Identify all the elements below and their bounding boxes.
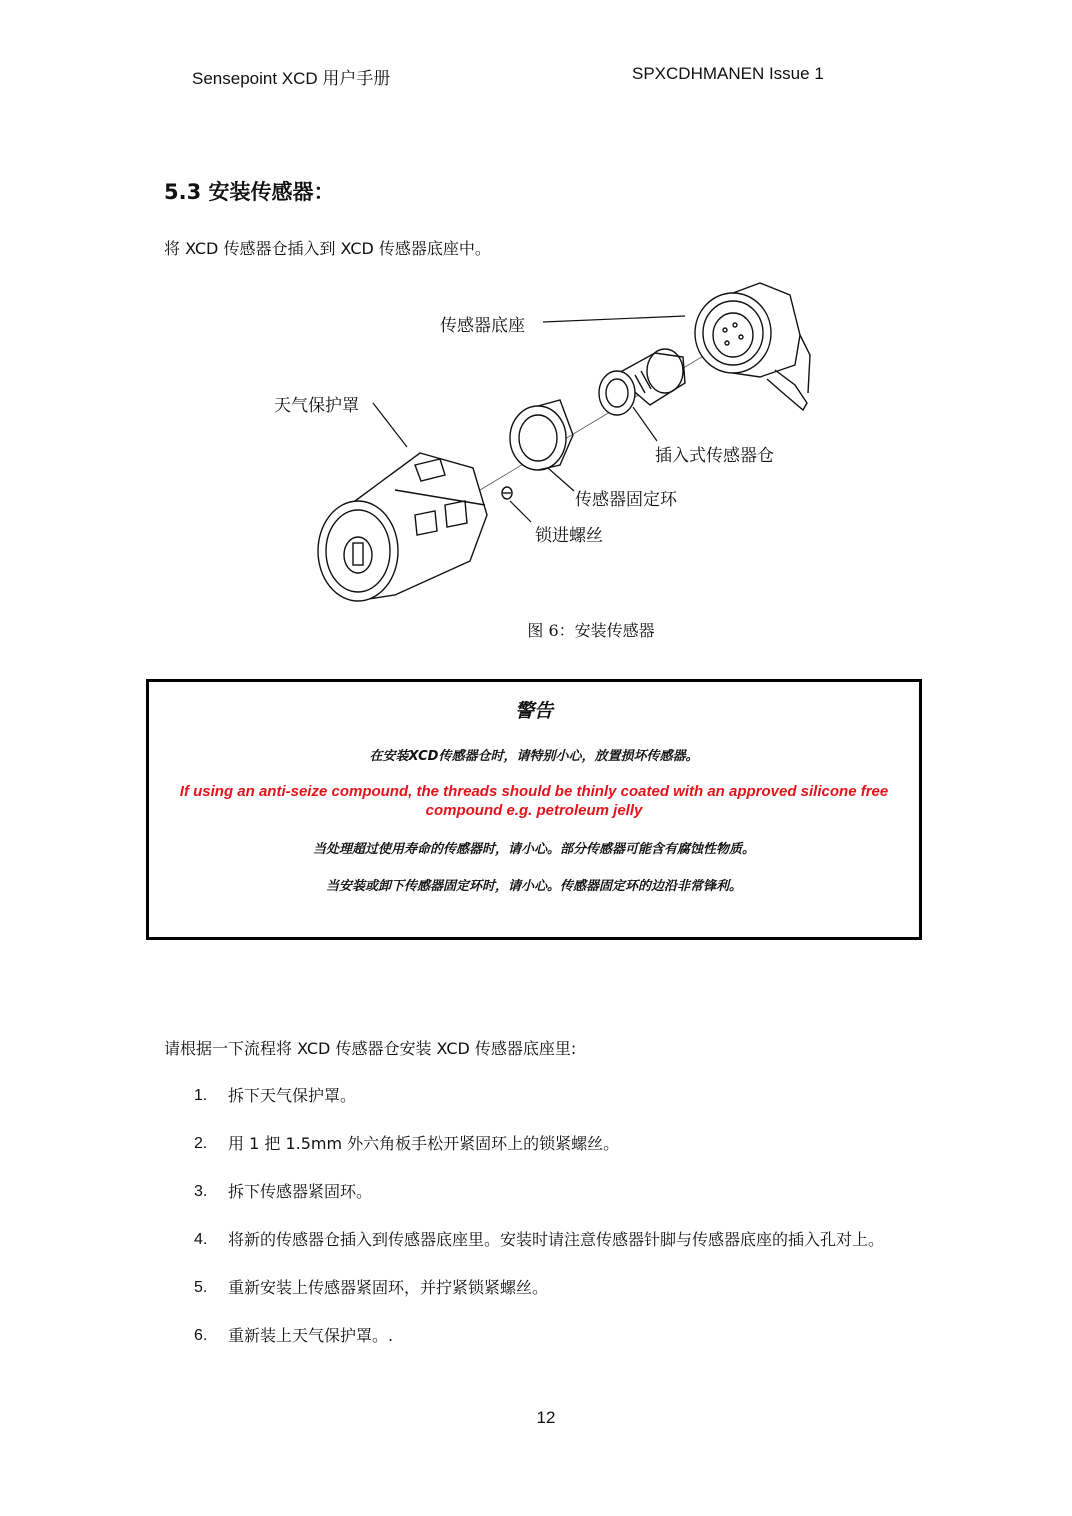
section-intro: 将 XCD 传感器仓插入到 XCD 传感器底座中。: [164, 239, 491, 258]
procedure-step: [194, 1228, 934, 1252]
procedure-steps: [194, 1084, 934, 1372]
warning-line-sharp-ring: 当安装或卸下传感器固定环时，请小心。传感器固定环的边沿非常锋利。: [325, 879, 742, 894]
step-number: 2.: [194, 1135, 208, 1152]
step-number: 6.: [194, 1327, 208, 1344]
step-text: 用 1 把 1.5mm 外六角板手松开紧固环上的锁紧螺丝。: [228, 1134, 620, 1153]
label-sensor-base: 传感器底座: [440, 316, 525, 336]
warning-line-anti-seize: If using an anti-seize compound, the threads should be thinly coated with an approved silicone free compound e.g. petroleum jelly: [179, 783, 889, 819]
figure-caption: 图 6：安装传感器: [527, 621, 655, 640]
step-number: 4.: [194, 1231, 208, 1248]
step-text: 将新的传感器仓插入到传感器底座里。安装时请注意传感器针脚与传感器底座的插入孔对上。: [228, 1230, 885, 1249]
weather-guard-drawing: [318, 453, 487, 601]
page-number: 12: [536, 1408, 556, 1427]
step-text: 拆下天气保护罩。: [228, 1086, 357, 1105]
retaining-ring-drawing: [510, 400, 573, 470]
label-locking-screw: 锁进螺丝: [535, 526, 603, 546]
warning-line-damage: 在安装XCD传感器仓时，请特别小心，放置损坏传感器。: [369, 749, 699, 764]
label-plug-in-sensor: 插入式传感器仓: [655, 446, 774, 466]
procedure-step: [194, 1180, 934, 1204]
label-retaining-ring: 传感器固定环: [575, 490, 677, 510]
section-title: 5.3 安装传感器：: [164, 180, 335, 204]
warning-title: 警告: [514, 700, 553, 722]
header-doc-title: Sensepoint XCD 用户手册: [192, 69, 391, 88]
step-number: 5.: [194, 1279, 208, 1296]
step-text: 重新装上天气保护罩。.: [228, 1326, 394, 1345]
label-weather-guard: 天气保护罩: [274, 396, 359, 416]
procedure-intro: 请根据一下流程将 XCD 传感器仓安装 XCD 传感器底座里:: [164, 1039, 577, 1058]
step-text: 拆下传感器紧固环。: [228, 1182, 373, 1201]
step-text: 重新安装上传感器紧固环，并拧紧锁紧螺丝。: [228, 1278, 549, 1297]
header-doc-code: SPXCDHMANEN Issue 1: [632, 64, 824, 83]
procedure-step: [194, 1324, 934, 1348]
warning-box: [146, 679, 922, 940]
step-number: 1.: [194, 1087, 208, 1104]
plug-in-sensor-drawing: [599, 349, 685, 415]
step-number: 3.: [194, 1183, 208, 1200]
procedure-step: [194, 1276, 934, 1300]
locking-screw-drawing: [502, 487, 512, 499]
sensor-installation-figure: [255, 275, 815, 615]
warning-line-expired-sensor: 当处理超过使用寿命的传感器时，请小心。部分传感器可能含有腐蚀性物质。: [312, 842, 755, 857]
procedure-step: [194, 1132, 934, 1156]
sensor-base-drawing: [695, 283, 810, 410]
procedure-step: [194, 1084, 934, 1108]
